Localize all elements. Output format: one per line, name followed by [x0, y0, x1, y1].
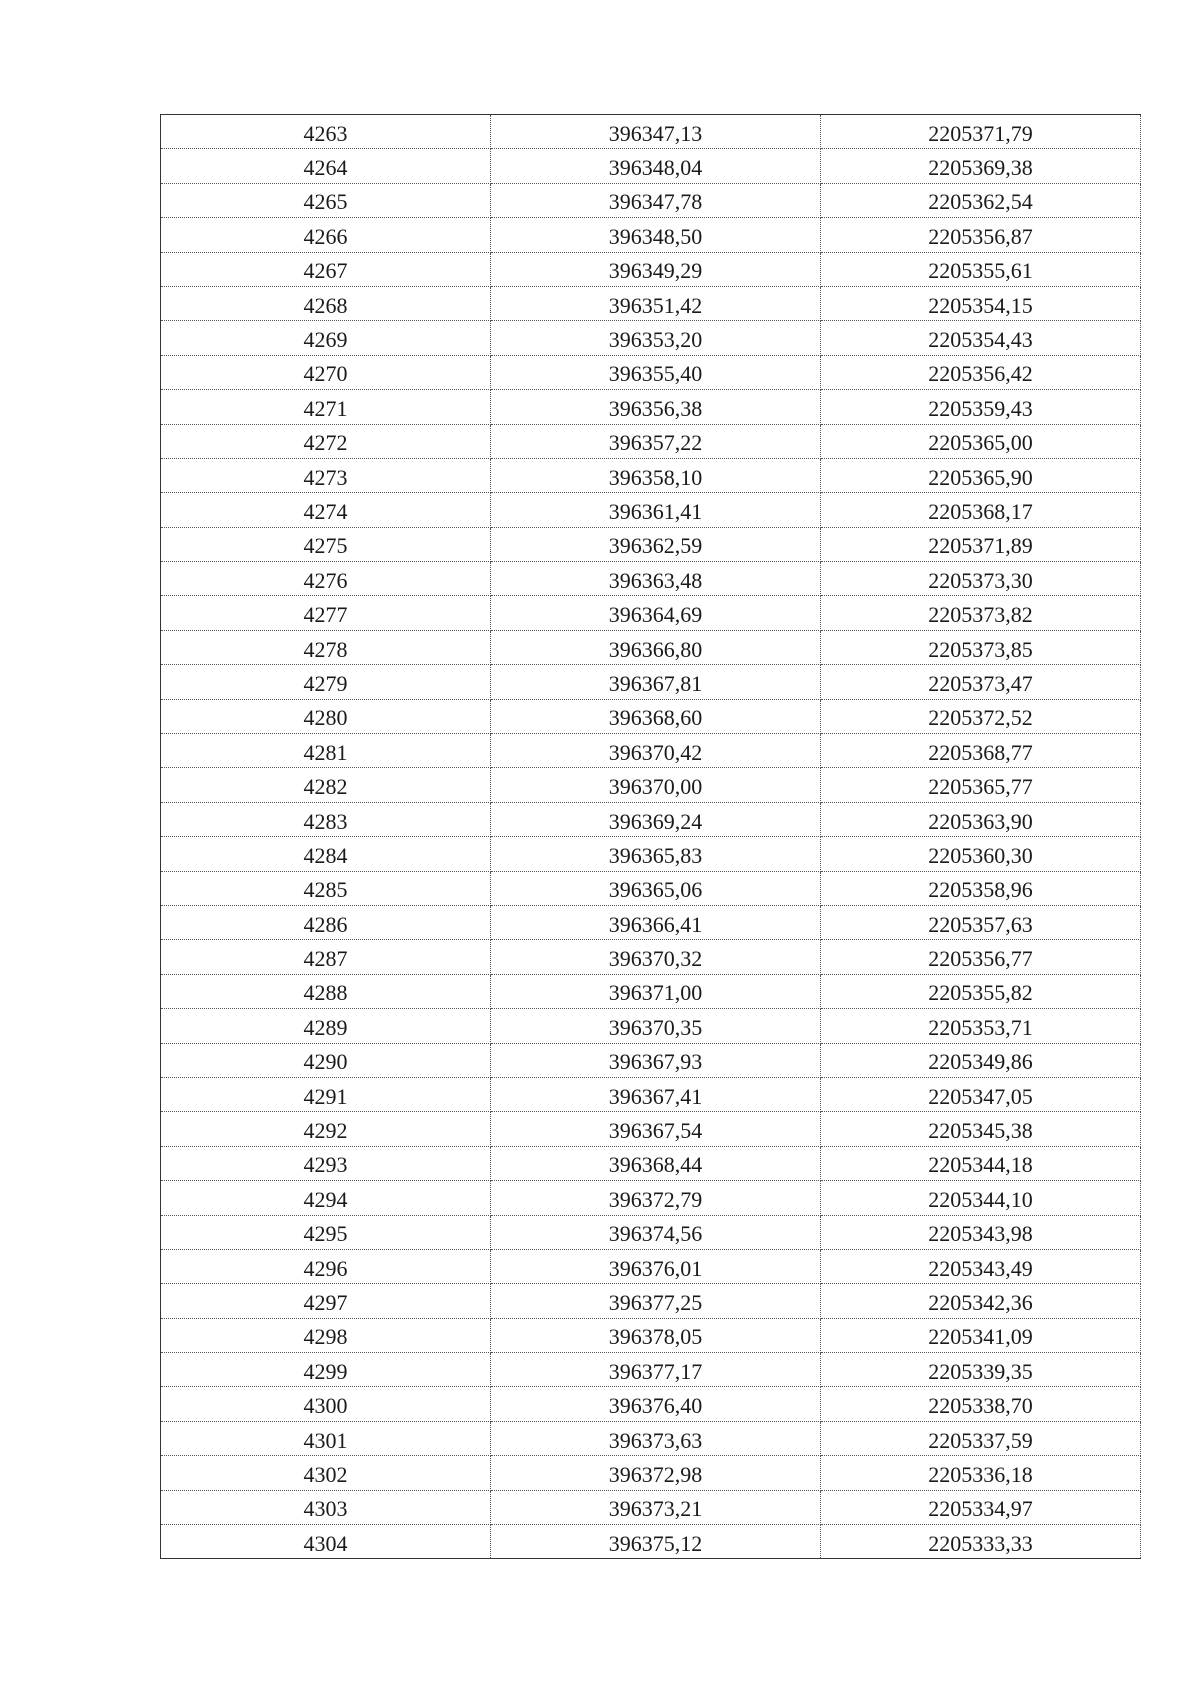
table-row	[161, 802, 1141, 836]
x-coordinate-cell: 396356,38	[491, 390, 821, 424]
y-coordinate-cell: 2205365,90	[821, 458, 1141, 492]
x-coordinate-cell: 396349,29	[491, 252, 821, 286]
x-coordinate-cell: 396373,21	[491, 1490, 821, 1524]
x-coordinate-cell: 396364,69	[491, 596, 821, 630]
y-coordinate-cell: 2205371,79	[821, 115, 1141, 149]
table-row	[161, 527, 1141, 561]
point-number-cell: 4298	[161, 1318, 491, 1352]
x-coordinate-cell: 396363,48	[491, 562, 821, 596]
y-coordinate-cell: 2205357,63	[821, 905, 1141, 939]
y-coordinate-cell: 2205373,30	[821, 562, 1141, 596]
x-coordinate-cell: 396348,50	[491, 218, 821, 252]
point-number-cell: 4269	[161, 321, 491, 355]
point-number-cell: 4279	[161, 665, 491, 699]
table-row	[161, 286, 1141, 320]
y-coordinate-cell: 2205342,36	[821, 1284, 1141, 1318]
point-number-cell: 4303	[161, 1490, 491, 1524]
table-row	[161, 1181, 1141, 1215]
point-number-cell: 4274	[161, 493, 491, 527]
table-row	[161, 1043, 1141, 1077]
point-number-cell: 4272	[161, 424, 491, 458]
x-coordinate-cell: 396378,05	[491, 1318, 821, 1352]
table-row	[161, 871, 1141, 905]
table-row	[161, 1456, 1141, 1490]
y-coordinate-cell: 2205343,98	[821, 1215, 1141, 1249]
x-coordinate-cell: 396353,20	[491, 321, 821, 355]
table-row	[161, 665, 1141, 699]
y-coordinate-cell: 2205339,35	[821, 1353, 1141, 1387]
x-coordinate-cell: 396377,17	[491, 1353, 821, 1387]
x-coordinate-cell: 396365,83	[491, 837, 821, 871]
point-number-cell: 4296	[161, 1249, 491, 1283]
y-coordinate-cell: 2205356,42	[821, 355, 1141, 389]
point-number-cell: 4275	[161, 527, 491, 561]
table-row	[161, 1112, 1141, 1146]
point-number-cell: 4304	[161, 1525, 491, 1559]
x-coordinate-cell: 396366,41	[491, 905, 821, 939]
table-row	[161, 1525, 1141, 1559]
x-coordinate-cell: 396374,56	[491, 1215, 821, 1249]
x-coordinate-cell: 396347,13	[491, 115, 821, 149]
point-number-cell: 4267	[161, 252, 491, 286]
x-coordinate-cell: 396377,25	[491, 1284, 821, 1318]
y-coordinate-cell: 2205341,09	[821, 1318, 1141, 1352]
table-row	[161, 905, 1141, 939]
x-coordinate-cell: 396369,24	[491, 802, 821, 836]
x-coordinate-cell: 396370,35	[491, 1009, 821, 1043]
table-row	[161, 1318, 1141, 1352]
point-number-cell: 4273	[161, 458, 491, 492]
x-coordinate-cell: 396357,22	[491, 424, 821, 458]
x-coordinate-cell: 396367,81	[491, 665, 821, 699]
y-coordinate-cell: 2205371,89	[821, 527, 1141, 561]
y-coordinate-cell: 2205333,33	[821, 1525, 1141, 1559]
y-coordinate-cell: 2205356,87	[821, 218, 1141, 252]
y-coordinate-cell: 2205362,54	[821, 183, 1141, 217]
y-coordinate-cell: 2205365,77	[821, 768, 1141, 802]
y-coordinate-cell: 2205337,59	[821, 1421, 1141, 1455]
y-coordinate-cell: 2205368,17	[821, 493, 1141, 527]
x-coordinate-cell: 396371,00	[491, 974, 821, 1008]
table-row	[161, 837, 1141, 871]
table-row	[161, 1249, 1141, 1283]
coordinates-table-body	[161, 115, 1141, 1559]
y-coordinate-cell: 2205368,77	[821, 734, 1141, 768]
table-row	[161, 1421, 1141, 1455]
point-number-cell: 4281	[161, 734, 491, 768]
table-row	[161, 562, 1141, 596]
point-number-cell: 4291	[161, 1077, 491, 1111]
y-coordinate-cell: 2205343,49	[821, 1249, 1141, 1283]
y-coordinate-cell: 2205347,05	[821, 1077, 1141, 1111]
x-coordinate-cell: 396367,93	[491, 1043, 821, 1077]
point-number-cell: 4287	[161, 940, 491, 974]
table-row	[161, 424, 1141, 458]
y-coordinate-cell: 2205345,38	[821, 1112, 1141, 1146]
y-coordinate-cell: 2205354,43	[821, 321, 1141, 355]
table-row	[161, 768, 1141, 802]
point-number-cell: 4270	[161, 355, 491, 389]
y-coordinate-cell: 2205354,15	[821, 286, 1141, 320]
table-row	[161, 1284, 1141, 1318]
point-number-cell: 4276	[161, 562, 491, 596]
point-number-cell: 4277	[161, 596, 491, 630]
point-number-cell: 4295	[161, 1215, 491, 1249]
table-row	[161, 458, 1141, 492]
point-number-cell: 4285	[161, 871, 491, 905]
y-coordinate-cell: 2205373,85	[821, 630, 1141, 664]
table-row	[161, 493, 1141, 527]
y-coordinate-cell: 2205359,43	[821, 390, 1141, 424]
point-number-cell: 4278	[161, 630, 491, 664]
table-row	[161, 1490, 1141, 1524]
table-row	[161, 1215, 1141, 1249]
y-coordinate-cell: 2205334,97	[821, 1490, 1141, 1524]
y-coordinate-cell: 2205369,38	[821, 149, 1141, 183]
x-coordinate-cell: 396370,32	[491, 940, 821, 974]
x-coordinate-cell: 396355,40	[491, 355, 821, 389]
x-coordinate-cell: 396348,04	[491, 149, 821, 183]
point-number-cell: 4301	[161, 1421, 491, 1455]
y-coordinate-cell: 2205355,82	[821, 974, 1141, 1008]
point-number-cell: 4271	[161, 390, 491, 424]
table-row	[161, 1353, 1141, 1387]
x-coordinate-cell: 396370,42	[491, 734, 821, 768]
table-row	[161, 1009, 1141, 1043]
point-number-cell: 4297	[161, 1284, 491, 1318]
point-number-cell: 4294	[161, 1181, 491, 1215]
y-coordinate-cell: 2205372,52	[821, 699, 1141, 733]
table-row	[161, 115, 1141, 149]
point-number-cell: 4290	[161, 1043, 491, 1077]
table-row	[161, 596, 1141, 630]
point-number-cell: 4289	[161, 1009, 491, 1043]
y-coordinate-cell: 2205365,00	[821, 424, 1141, 458]
point-number-cell: 4263	[161, 115, 491, 149]
table-row	[161, 1387, 1141, 1421]
point-number-cell: 4293	[161, 1146, 491, 1180]
x-coordinate-cell: 396372,98	[491, 1456, 821, 1490]
table-row	[161, 390, 1141, 424]
x-coordinate-cell: 396375,12	[491, 1525, 821, 1559]
x-coordinate-cell: 396376,01	[491, 1249, 821, 1283]
y-coordinate-cell: 2205358,96	[821, 871, 1141, 905]
point-number-cell: 4283	[161, 802, 491, 836]
table-row	[161, 149, 1141, 183]
table-row	[161, 218, 1141, 252]
point-number-cell: 4280	[161, 699, 491, 733]
y-coordinate-cell: 2205373,47	[821, 665, 1141, 699]
point-number-cell: 4282	[161, 768, 491, 802]
y-coordinate-cell: 2205360,30	[821, 837, 1141, 871]
y-coordinate-cell: 2205356,77	[821, 940, 1141, 974]
x-coordinate-cell: 396365,06	[491, 871, 821, 905]
y-coordinate-cell: 2205373,82	[821, 596, 1141, 630]
y-coordinate-cell: 2205353,71	[821, 1009, 1141, 1043]
table-row	[161, 630, 1141, 664]
y-coordinate-cell: 2205338,70	[821, 1387, 1141, 1421]
x-coordinate-cell: 396366,80	[491, 630, 821, 664]
y-coordinate-cell: 2205344,10	[821, 1181, 1141, 1215]
x-coordinate-cell: 396351,42	[491, 286, 821, 320]
x-coordinate-cell: 396362,59	[491, 527, 821, 561]
x-coordinate-cell: 396367,54	[491, 1112, 821, 1146]
point-number-cell: 4284	[161, 837, 491, 871]
x-coordinate-cell: 396347,78	[491, 183, 821, 217]
point-number-cell: 4268	[161, 286, 491, 320]
point-number-cell: 4266	[161, 218, 491, 252]
table-row	[161, 940, 1141, 974]
x-coordinate-cell: 396361,41	[491, 493, 821, 527]
table-row	[161, 355, 1141, 389]
point-number-cell: 4264	[161, 149, 491, 183]
x-coordinate-cell: 396370,00	[491, 768, 821, 802]
coordinates-table	[160, 114, 1141, 1559]
point-number-cell: 4288	[161, 974, 491, 1008]
y-coordinate-cell: 2205363,90	[821, 802, 1141, 836]
y-coordinate-cell: 2205355,61	[821, 252, 1141, 286]
y-coordinate-cell: 2205336,18	[821, 1456, 1141, 1490]
x-coordinate-cell: 396367,41	[491, 1077, 821, 1111]
table-row	[161, 1146, 1141, 1180]
table-row	[161, 252, 1141, 286]
table-row	[161, 321, 1141, 355]
point-number-cell: 4292	[161, 1112, 491, 1146]
y-coordinate-cell: 2205344,18	[821, 1146, 1141, 1180]
x-coordinate-cell: 396376,40	[491, 1387, 821, 1421]
table-row	[161, 699, 1141, 733]
table-row	[161, 974, 1141, 1008]
y-coordinate-cell: 2205349,86	[821, 1043, 1141, 1077]
x-coordinate-cell: 396368,44	[491, 1146, 821, 1180]
x-coordinate-cell: 396372,79	[491, 1181, 821, 1215]
point-number-cell: 4299	[161, 1353, 491, 1387]
point-number-cell: 4300	[161, 1387, 491, 1421]
x-coordinate-cell: 396358,10	[491, 458, 821, 492]
x-coordinate-cell: 396368,60	[491, 699, 821, 733]
point-number-cell: 4265	[161, 183, 491, 217]
table-row	[161, 1077, 1141, 1111]
table-row	[161, 734, 1141, 768]
x-coordinate-cell: 396373,63	[491, 1421, 821, 1455]
table-row	[161, 183, 1141, 217]
point-number-cell: 4286	[161, 905, 491, 939]
point-number-cell: 4302	[161, 1456, 491, 1490]
